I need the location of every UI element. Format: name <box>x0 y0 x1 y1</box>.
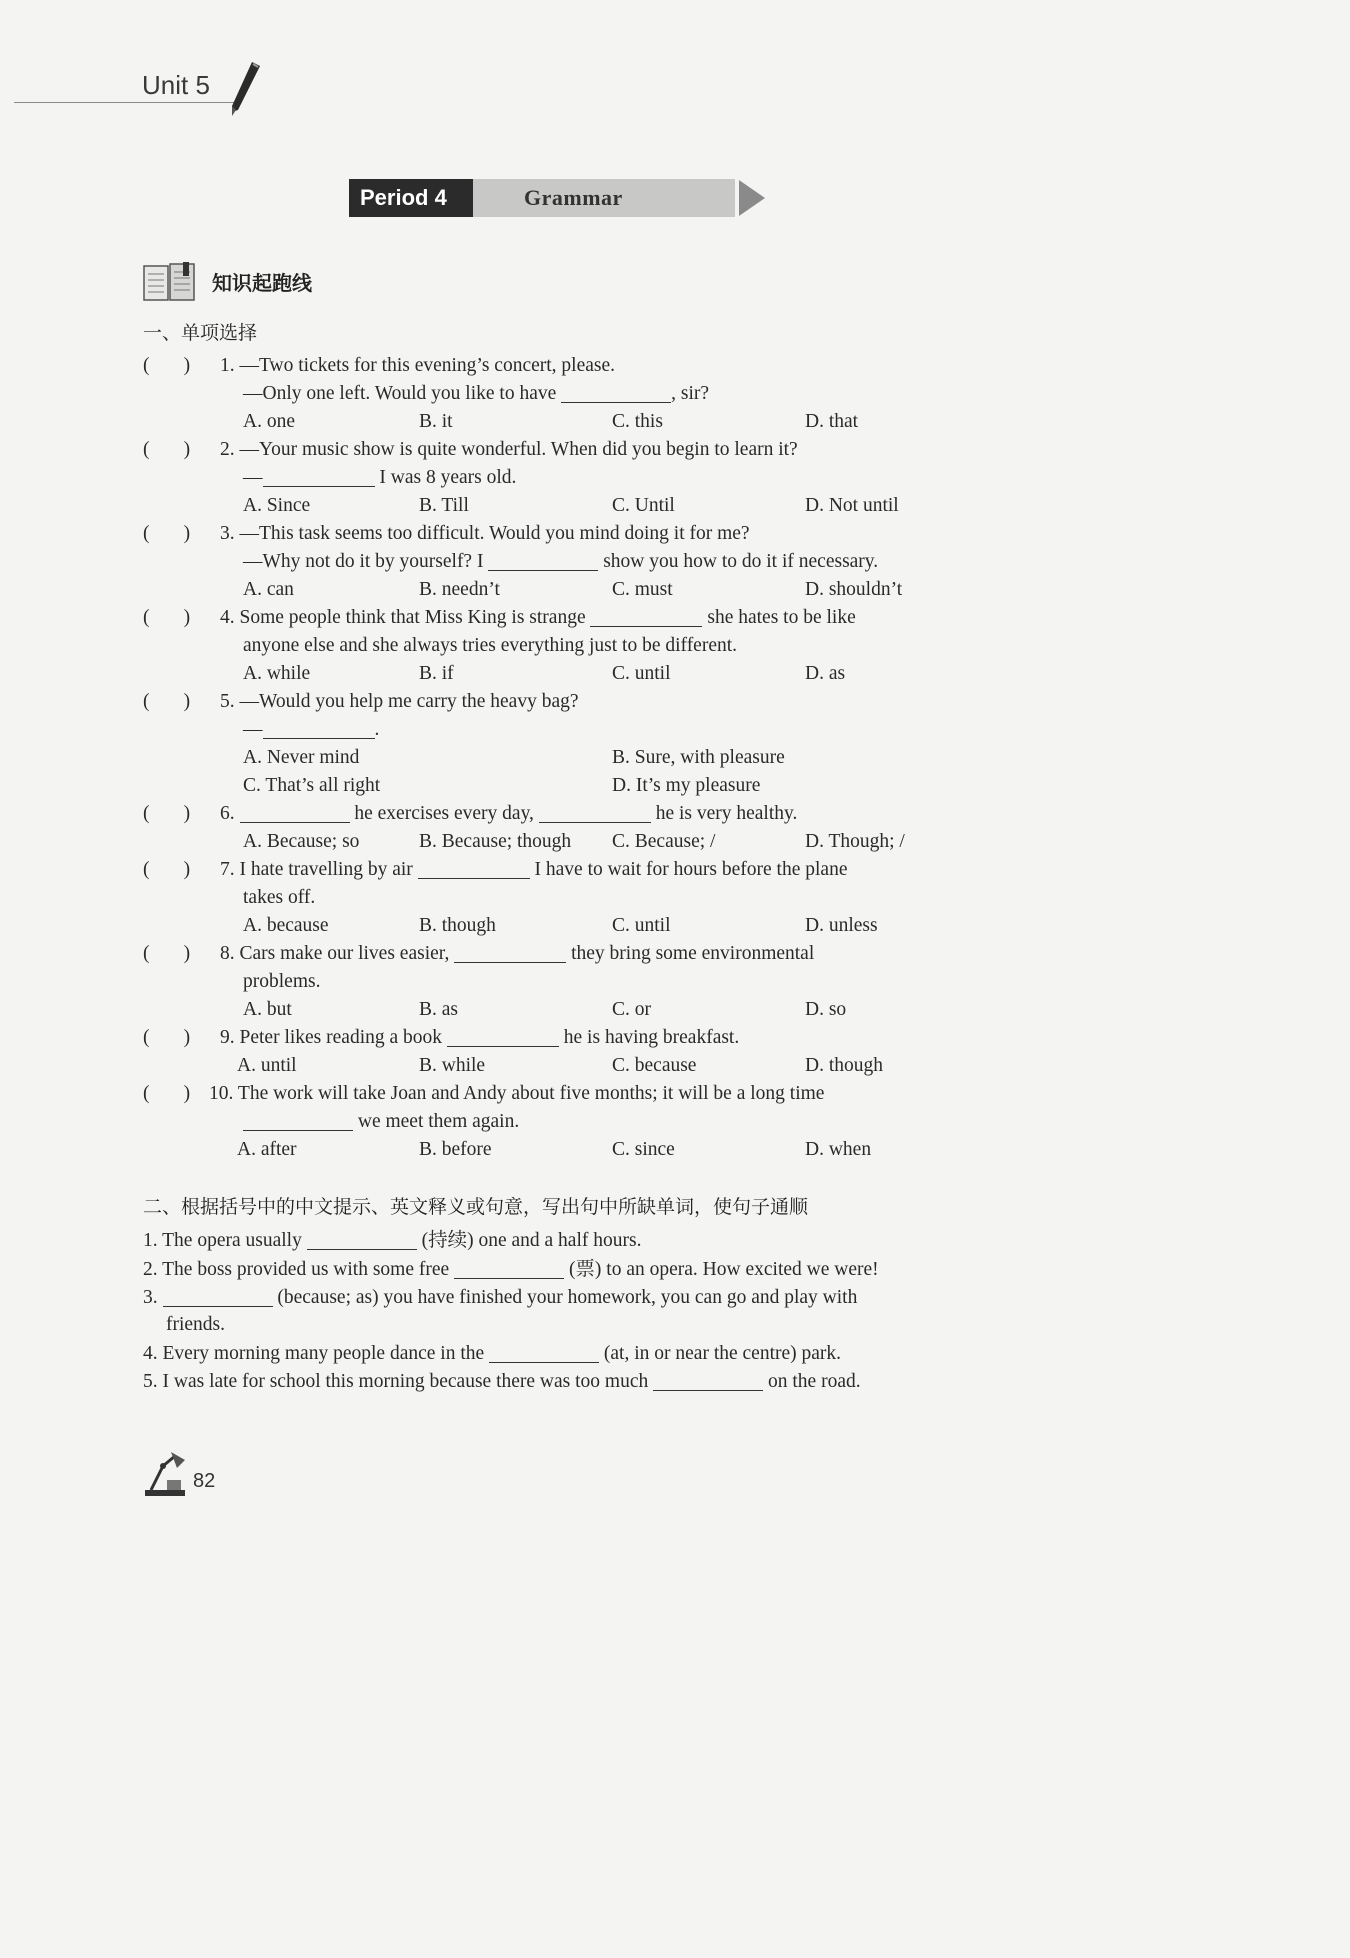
item-text: 3. <box>143 1287 158 1308</box>
question-text: show you how to do it if necessary. <box>598 551 879 572</box>
question-text: — <box>243 467 263 488</box>
question-text: The work will take Joan and Andy about five months; it will be a long time <box>237 1083 825 1104</box>
answer-blank[interactable] <box>163 1286 273 1307</box>
answer-bracket[interactable]: ( ) <box>143 355 191 376</box>
option-b[interactable]: B. it <box>419 411 453 432</box>
answer-blank[interactable] <box>454 942 566 963</box>
question-text: he is very healthy. <box>650 803 798 824</box>
question-number: 10. <box>209 1083 234 1104</box>
option-c[interactable]: C. Until <box>612 495 675 516</box>
page-number: 82 <box>193 1470 216 1492</box>
option-c[interactable]: C. this <box>612 411 663 432</box>
answer-bracket[interactable]: ( ) <box>143 523 191 544</box>
option-a[interactable]: A. Since <box>243 495 311 516</box>
unit-label: Unit 5 <box>142 70 210 100</box>
answer-bracket[interactable]: ( ) <box>143 607 191 628</box>
section-title: 知识起跑线 <box>212 271 312 295</box>
answer-blank[interactable] <box>307 1229 417 1250</box>
item-text: (持续) one and a half hours. <box>421 1230 642 1251</box>
fill-item-3 <box>143 1284 857 1312</box>
period-banner <box>349 179 769 217</box>
option-d[interactable]: D. Though; / <box>805 831 905 852</box>
answer-bracket[interactable]: ( ) <box>143 803 191 824</box>
option-a[interactable]: A. while <box>243 663 311 684</box>
question-text: she hates to be like <box>702 607 856 628</box>
book-icon <box>143 262 197 304</box>
answer-bracket[interactable]: ( ) <box>143 691 191 712</box>
item-text: on the road. <box>768 1371 861 1392</box>
option-a[interactable]: A. Never mind <box>243 747 360 768</box>
question-number: 9. <box>220 1027 235 1048</box>
option-d[interactable]: D. as <box>805 663 846 684</box>
item-text: 4. Every morning many people dance in the <box>143 1343 485 1364</box>
question-text: he exercises every day, <box>349 803 534 824</box>
option-c[interactable]: C. That’s all right <box>243 775 381 796</box>
topic-label: Grammar <box>473 179 735 217</box>
option-c[interactable]: C. until <box>612 915 671 936</box>
option-c[interactable]: C. Because; / <box>612 831 716 852</box>
option-b[interactable]: B. Because; though <box>419 831 572 852</box>
option-b[interactable]: B. Till <box>419 495 469 516</box>
option-b[interactable]: B. before <box>419 1139 492 1160</box>
question-number: 4. <box>220 607 235 628</box>
answer-blank[interactable] <box>454 1258 564 1279</box>
answer-blank[interactable] <box>418 858 530 879</box>
item-text: 1. The opera usually <box>143 1230 302 1251</box>
question-text: —Only one left. Would you like to have <box>243 383 557 404</box>
question-text: , sir? <box>671 383 710 404</box>
question-text: —Your music show is quite wonderful. When did you begin to learn it? <box>239 439 798 460</box>
question-text: they bring some environmental <box>566 943 815 964</box>
part2-title: 二、根据括号中的中文提示、英文释义或句意，写出句中所缺单词，使句子通顺 <box>143 1196 809 1218</box>
option-d[interactable]: D. so <box>805 999 847 1020</box>
question-text: Cars make our lives easier, <box>239 943 450 964</box>
answer-bracket[interactable]: ( ) <box>143 1083 191 1104</box>
question-number: 1. <box>220 355 235 376</box>
question-text: anyone else and she always tries everything just to be different. <box>243 635 738 656</box>
option-a[interactable]: A. until <box>237 1055 297 1076</box>
part1-title: 一、单项选择 <box>143 322 258 344</box>
answer-blank[interactable] <box>653 1370 763 1391</box>
question-number: 7. <box>220 859 235 880</box>
option-d[interactable]: D. that <box>805 411 859 432</box>
option-b[interactable]: B. though <box>419 915 496 936</box>
answer-blank[interactable] <box>590 606 702 627</box>
option-b[interactable]: B. while <box>419 1055 486 1076</box>
question-text: —Two tickets for this evening’s concert, please. <box>239 355 616 376</box>
answer-bracket[interactable]: ( ) <box>143 1027 191 1048</box>
item-text: friends. <box>166 1314 226 1335</box>
question-text: problems. <box>243 971 321 992</box>
arrow-right-icon <box>739 180 765 216</box>
question-number: 3. <box>220 523 235 544</box>
option-c[interactable]: C. must <box>612 579 673 600</box>
question-text: I hate travelling by air <box>239 859 413 880</box>
question-text: I was 8 years old. <box>374 467 517 488</box>
item-text: 5. I was late for school this morning because there was too much <box>143 1371 649 1392</box>
question-text: takes off. <box>243 887 316 908</box>
option-b[interactable]: B. if <box>419 663 454 684</box>
question-number: 2. <box>220 439 235 460</box>
question-text: —This task seems too difficult. Would you mind doing it for me? <box>239 523 750 544</box>
question-text: — <box>243 719 263 740</box>
question-text: Peter likes reading a book <box>239 1027 443 1048</box>
question-text: he is having breakfast. <box>558 1027 740 1048</box>
item-text: 2. The boss provided us with some free <box>143 1259 450 1280</box>
option-a[interactable]: A. after <box>237 1139 297 1160</box>
item-text: (票) to an opera. How excited we were! <box>568 1259 879 1280</box>
answer-blank[interactable] <box>240 802 350 823</box>
fill-item-5 <box>143 1368 861 1396</box>
option-b[interactable]: B. needn’t <box>419 579 500 600</box>
answer-blank[interactable] <box>489 1342 599 1363</box>
question-number: 5. <box>220 691 235 712</box>
question-number: 8. <box>220 943 235 964</box>
question-text: I have to wait for hours before the plane <box>529 859 848 880</box>
option-d[interactable]: D. Not until <box>805 495 899 516</box>
answer-blank[interactable] <box>539 802 651 823</box>
option-c[interactable]: C. because <box>612 1055 697 1076</box>
header-rule <box>14 102 236 103</box>
option-b[interactable]: B. as <box>419 999 458 1020</box>
answer-blank[interactable] <box>263 718 375 739</box>
answer-blank[interactable] <box>263 466 375 487</box>
question-text: —Why not do it by yourself? I <box>243 551 484 572</box>
option-d[interactable]: D. It’s my pleasure <box>612 775 761 796</box>
answer-blank[interactable] <box>447 1026 559 1047</box>
desk-lamp-icon <box>141 1450 189 1498</box>
option-c[interactable]: C. until <box>612 663 671 684</box>
option-d[interactable]: D. though <box>805 1055 883 1076</box>
answer-bracket[interactable]: ( ) <box>143 859 191 880</box>
option-c[interactable]: C. or <box>612 999 651 1020</box>
fill-item-4 <box>143 1340 841 1368</box>
answer-blank[interactable] <box>561 382 671 403</box>
question-text: . <box>374 719 380 740</box>
option-a[interactable]: A. can <box>243 579 294 600</box>
period-label: Period 4 <box>349 179 473 217</box>
option-a[interactable]: A. Because; so <box>243 831 360 852</box>
answer-blank[interactable] <box>488 550 598 571</box>
question-text: —Would you help me carry the heavy bag? <box>239 691 579 712</box>
option-a[interactable]: A. but <box>243 999 292 1020</box>
option-d[interactable]: D. when <box>805 1139 872 1160</box>
fill-item-1 <box>143 1227 641 1255</box>
item-text: (because; as) you have finished your homework, you can go and play with <box>277 1287 858 1308</box>
question-text: Some people think that Miss King is strange <box>239 607 586 628</box>
option-c[interactable]: C. since <box>612 1139 675 1160</box>
item-text: (at, in or near the centre) park. <box>603 1343 842 1364</box>
pen-icon <box>222 58 266 120</box>
question-number: 6. <box>220 803 235 824</box>
fill-item-2 <box>143 1256 879 1284</box>
option-d[interactable]: D. unless <box>805 915 878 936</box>
option-d[interactable]: D. shouldn’t <box>805 579 903 600</box>
answer-bracket[interactable]: ( ) <box>143 439 191 460</box>
option-b[interactable]: B. Sure, with pleasure <box>612 747 785 768</box>
answer-blank[interactable] <box>243 1110 353 1131</box>
option-a[interactable]: A. one <box>243 411 295 432</box>
question-text: we meet them again. <box>353 1111 520 1132</box>
answer-bracket[interactable]: ( ) <box>143 943 191 964</box>
option-a[interactable]: A. because <box>243 915 329 936</box>
